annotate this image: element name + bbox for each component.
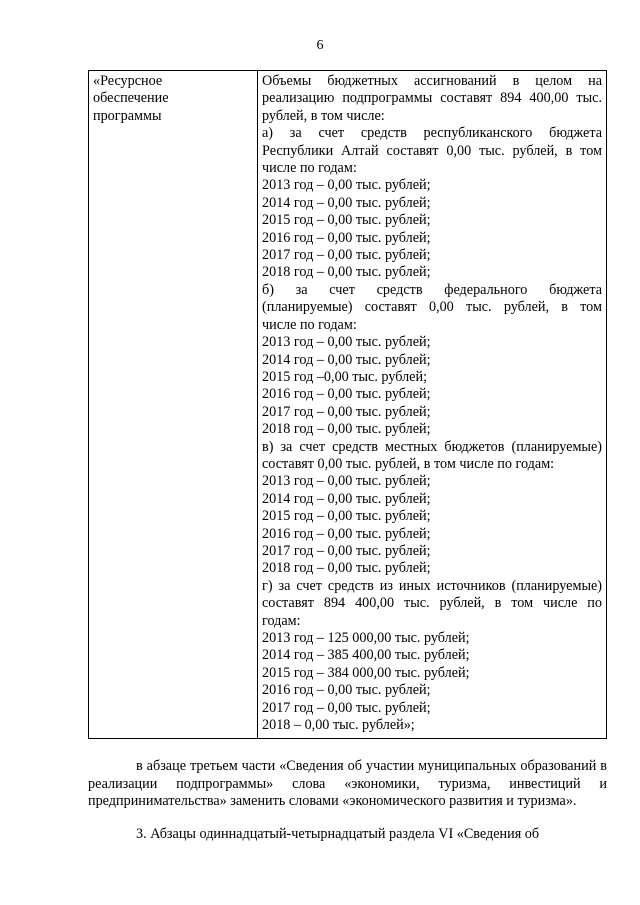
content-line: 2015 год –0,00 тыс. рублей;: [262, 368, 428, 385]
content-line: составят 894 400,00 тыс. рублей, в том числе по: [262, 595, 602, 612]
content-line: 2018 год – 0,00 тыс. рублей;: [262, 560, 431, 577]
content-line: 2017 год – 0,00 тыс. рублей;: [262, 542, 431, 559]
section-paragraph: 3. Абзацы одиннадцатый-четырнадцатый раздела VI «Сведения об: [136, 826, 540, 842]
content-line: 2016 год – 0,00 тыс. рублей;: [262, 682, 431, 699]
content-line: 2013 год – 125 000,00 тыс. рублей;: [262, 630, 470, 646]
content-line: 2014 год – 0,00 тыс. рублей;: [262, 194, 431, 211]
content-line: 2014 год – 0,00 тыс. рублей;: [262, 490, 431, 507]
content-line: 2018 – 0,00 тыс. рублей»;: [262, 717, 415, 734]
content-line: числе по годам:: [262, 316, 357, 333]
content-line: 2013 год – 0,00 тыс. рублей;: [262, 473, 431, 490]
content-line: г) за счет средств из иных источников (планируемые): [262, 577, 602, 594]
content-line: (планируемые) составят 0,00 тыс. рублей, в том: [262, 299, 602, 316]
content-line: составят 0,00 тыс. рублей, в том числе по годам:: [262, 455, 555, 472]
content-line: реализацию подпрограммы составят 894 400,00 тыс.: [262, 90, 602, 107]
content-line: годам:: [262, 612, 301, 629]
content-line: 2015 год – 0,00 тыс. рублей;: [262, 212, 431, 229]
label-line: обеспечение: [93, 90, 169, 107]
content-line: 2016 год – 0,00 тыс. рублей;: [262, 386, 431, 403]
content-line: б) за счет средств федерального бюджета: [262, 281, 602, 298]
content-line: Объемы бюджетных ассигнований в целом на: [262, 73, 602, 89]
page-number: 6: [316, 38, 324, 53]
content-line: а) за счет средств республиканского бюджета: [262, 125, 602, 142]
table-content-cell: [258, 71, 607, 739]
content-line: 2016 год – 0,00 тыс. рублей;: [262, 229, 431, 246]
table-label-cell: [89, 71, 258, 739]
content-line: рублей, в том числе:: [262, 107, 385, 124]
content-line: 2016 год – 0,00 тыс. рублей;: [262, 525, 431, 542]
content-line: 2017 год – 0,00 тыс. рублей;: [262, 247, 431, 264]
content-line: 2018 год – 0,00 тыс. рублей;: [262, 421, 431, 438]
label-line: «Ресурсное: [93, 73, 163, 89]
label-line: программы: [93, 107, 162, 124]
content-line: 2015 год – 0,00 тыс. рублей;: [262, 508, 431, 525]
content-line: 2018 год – 0,00 тыс. рублей;: [262, 264, 431, 281]
content-line: 2017 год – 0,00 тыс. рублей;: [262, 699, 431, 716]
content-line: в) за счет средств местных бюджетов (планируемые): [262, 438, 602, 455]
content-line: числе по годам:: [262, 160, 357, 177]
content-line: 2014 год – 385 400,00 тыс. рублей;: [262, 647, 470, 664]
table-row: [89, 71, 607, 739]
content-line: 2013 год – 0,00 тыс. рублей;: [262, 334, 431, 351]
content-line: 2015 год – 384 000,00 тыс. рублей;: [262, 664, 470, 681]
content-line: 2014 год – 0,00 тыс. рублей;: [262, 351, 431, 368]
resource-provision-table: [88, 70, 607, 739]
content-line: Республики Алтай составят 0,00 тыс. рублей, в том: [262, 142, 602, 159]
content-line: 2017 год – 0,00 тыс. рублей;: [262, 403, 431, 420]
content-line: 2013 год – 0,00 тыс. рублей;: [262, 177, 431, 194]
amendment-paragraph: в абзаце третьем части «Сведения об участии муниципальных образований в реализации подпрограммы» слова «экономики, туризма, инвестиций и предпринимательства» заменить словами «экономического развития и туризма».: [88, 758, 607, 810]
